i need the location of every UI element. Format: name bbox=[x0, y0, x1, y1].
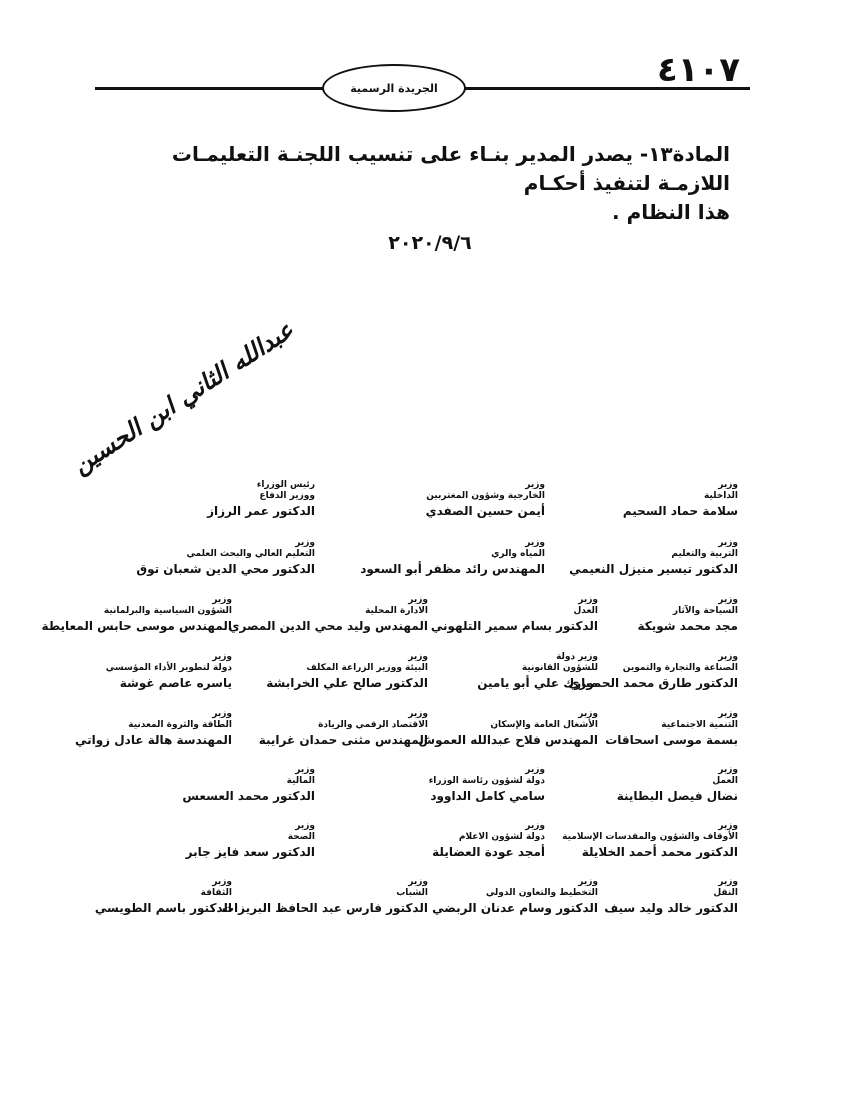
minister-name: مجد محمد شويكة bbox=[637, 619, 738, 633]
minister-block bbox=[182, 765, 315, 805]
minister-name: بسمة موسى اسحاقات bbox=[605, 733, 738, 747]
royal-signature: عبدالله الثاني ابن الحسين bbox=[66, 314, 299, 480]
minister-name: الدكتور خالد وليد سيف bbox=[604, 901, 738, 915]
minister-portfolio: العدل bbox=[573, 606, 598, 616]
minister-title: وزير bbox=[718, 595, 738, 605]
minister-name: المهندس موسى حابس المعايطة bbox=[41, 619, 232, 633]
minister-row bbox=[0, 595, 850, 645]
minister-title: وزير bbox=[718, 652, 738, 662]
minister-portfolio: التخطيط والتعاون الدولي bbox=[485, 888, 598, 898]
minister-portfolio: العمل bbox=[712, 776, 738, 786]
minister-portfolio: الشباب bbox=[396, 888, 428, 898]
minister-name: الدكتور محي الدين شعبان توق bbox=[136, 562, 315, 576]
minister-block bbox=[228, 595, 428, 635]
article-date: ٢٠٢٠/٩/٦ bbox=[388, 232, 472, 254]
minister-name: المهندس رائد مظفر أبو السعود bbox=[360, 562, 545, 576]
minister-portfolio: دولة لتطوير الأداء المؤسسي bbox=[105, 663, 232, 673]
minister-name: الدكتور بسام سمير التلهوني bbox=[430, 619, 598, 633]
minister-name: الدكتور سعد فايز جابر bbox=[185, 845, 315, 859]
minister-title: وزير bbox=[408, 877, 428, 887]
minister-block bbox=[623, 480, 738, 520]
minister-portfolio: دولة لشؤون الاعلام bbox=[458, 832, 545, 842]
minister-block bbox=[136, 538, 315, 578]
minister-block bbox=[637, 595, 738, 635]
minister-title: وزير bbox=[212, 652, 232, 662]
minister-title: وزير bbox=[212, 595, 232, 605]
minister-block bbox=[432, 877, 598, 917]
minister-title: وزير bbox=[295, 765, 315, 775]
minister-portfolio: النقل bbox=[713, 888, 738, 898]
minister-name: الدكتور وسام عدنان الربضي bbox=[432, 901, 598, 915]
minister-title: وزير bbox=[408, 595, 428, 605]
minister-block bbox=[259, 709, 428, 749]
minister-row bbox=[0, 877, 850, 927]
minister-title: وزير دولة bbox=[556, 652, 598, 662]
minister-name: أيمن حسين الصفدي bbox=[425, 504, 545, 518]
minister-block bbox=[432, 821, 545, 861]
minister-block bbox=[429, 765, 545, 805]
article-text bbox=[100, 140, 730, 227]
minister-portfolio: التعليم العالي والبحث العلمي bbox=[186, 549, 315, 559]
minister-title: وزير bbox=[525, 821, 545, 831]
minister-portfolio: المالية bbox=[286, 776, 315, 786]
minister-name: المهندس مثنى حمدان غرايبة bbox=[258, 733, 428, 747]
minister-title: وزير bbox=[718, 709, 738, 719]
minister-portfolio: الداخلية bbox=[703, 491, 738, 501]
minister-title: وزير bbox=[578, 595, 598, 605]
minister-portfolio: للشؤون القانونية bbox=[521, 663, 598, 673]
minister-title: وزير bbox=[408, 709, 428, 719]
minister-title: وزير bbox=[578, 877, 598, 887]
minister-block bbox=[605, 709, 738, 749]
page-number: ٤١٠٧ bbox=[656, 50, 740, 90]
minister-portfolio: الاقتصاد الرقمي والريادة bbox=[318, 720, 428, 730]
minister-block bbox=[95, 877, 232, 917]
minister-portfolio: الأشغال العامة والإسكان bbox=[490, 720, 598, 730]
minister-block bbox=[569, 538, 738, 578]
minister-portfolio: دولة لشؤون رئاسة الوزراء bbox=[428, 776, 545, 786]
gazette-title: الجريدة الرسمية bbox=[350, 81, 438, 95]
minister-block bbox=[75, 709, 232, 749]
minister-portfolio: التربية والتعليم bbox=[671, 549, 738, 559]
minister-row bbox=[0, 652, 850, 702]
minister-title: وزير bbox=[408, 652, 428, 662]
minister-title: وزير bbox=[718, 538, 738, 548]
minister-block bbox=[266, 652, 428, 692]
minister-title: رئيس الوزراء bbox=[256, 480, 315, 490]
minister-portfolio: الصحة bbox=[287, 832, 315, 842]
minister-block bbox=[431, 595, 598, 635]
minister-title: وزير bbox=[212, 709, 232, 719]
minister-portfolio: المياه والري bbox=[491, 549, 545, 559]
minister-name: الدكتور محمد أحمد الخلايلة bbox=[581, 845, 738, 859]
minister-name: سامي كامل الداوود bbox=[430, 789, 545, 803]
minister-title: وزير bbox=[718, 765, 738, 775]
minister-name: سلامة حماد السحيم bbox=[622, 504, 738, 518]
minister-block bbox=[604, 877, 738, 917]
gazette-masthead bbox=[322, 64, 466, 112]
minister-portfolio: الثقافة bbox=[200, 888, 232, 898]
minister-block bbox=[360, 538, 545, 578]
minister-row bbox=[0, 709, 850, 759]
minister-title: وزير bbox=[295, 538, 315, 548]
minister-name: الدكتور صالح علي الخرابشة bbox=[266, 676, 428, 690]
article-line: المادة١٣- يصدر المدير بنـاء على تنسيب اللجنـة التعليمـات اللازمـة لتنفيذ أحكـام bbox=[171, 142, 730, 195]
minister-portfolio: الصناعة والتجارة والتموين bbox=[622, 663, 738, 673]
minister-portfolio: التنمية الاجتماعية bbox=[661, 720, 738, 730]
minister-name: نضال فيصل البطاينة bbox=[616, 789, 738, 803]
minister-portfolio: ووزير الدفاع bbox=[259, 491, 315, 501]
minister-row bbox=[0, 480, 850, 530]
minister-name: الدكتور طارق محمد الحموري bbox=[568, 676, 738, 690]
minister-name: الدكتور فارس عبد الحافظ البريزات bbox=[221, 901, 428, 915]
minister-name: المهندس فلاح عبدالله العموش bbox=[418, 733, 598, 747]
minister-block bbox=[419, 709, 598, 749]
minister-block bbox=[562, 821, 738, 861]
minister-name: الدكتور تيسير منيزل النعيمي bbox=[569, 562, 738, 576]
minister-block bbox=[222, 877, 428, 917]
minister-title: وزير bbox=[212, 877, 232, 887]
minister-name: أمجد عودة العضايلة bbox=[432, 845, 545, 859]
minister-name: الدكتور محمد العسعس bbox=[182, 789, 315, 803]
minister-name: الدكتور باسم الطويسي bbox=[94, 901, 232, 915]
minister-name: المهندسة هالة عادل زواتي bbox=[74, 733, 232, 747]
minister-portfolio: الشؤون السياسية والبرلمانية bbox=[103, 606, 232, 616]
minister-block bbox=[617, 765, 738, 805]
minister-portfolio: الخارجية وشؤون المغتربين bbox=[426, 491, 545, 501]
article-line: هذا النظام . bbox=[612, 200, 730, 224]
minister-portfolio: الادارة المحلية bbox=[365, 606, 428, 616]
minister-portfolio: الطاقة والثروة المعدنية bbox=[128, 720, 232, 730]
minister-block bbox=[426, 480, 545, 520]
minister-row bbox=[0, 765, 850, 815]
minister-block bbox=[42, 595, 232, 635]
minister-name: ياسره عاصم غوشة bbox=[119, 676, 232, 690]
minister-title: وزير bbox=[525, 765, 545, 775]
minister-block bbox=[477, 652, 598, 692]
minister-title: وزير bbox=[718, 821, 738, 831]
minister-block bbox=[207, 480, 315, 520]
minister-title: وزير bbox=[718, 877, 738, 887]
minister-block bbox=[106, 652, 232, 692]
minister-portfolio: البيئة ووزير الزراعة المكلف bbox=[306, 663, 428, 673]
minister-name: مبارك علي أبو يامين bbox=[477, 676, 598, 690]
minister-block bbox=[186, 821, 315, 861]
minister-title: وزير bbox=[578, 709, 598, 719]
minister-title: وزير bbox=[525, 480, 545, 490]
minister-name: المهندس وليد محي الدين المصري bbox=[228, 619, 428, 633]
minister-row bbox=[0, 821, 850, 871]
minister-row bbox=[0, 538, 850, 588]
minister-title: وزير bbox=[718, 480, 738, 490]
minister-name: الدكتور عمر الرزاز bbox=[207, 504, 315, 518]
minister-portfolio: السياحة والآثار bbox=[672, 606, 738, 616]
minister-title: وزير bbox=[295, 821, 315, 831]
minister-title: وزير bbox=[525, 538, 545, 548]
minister-portfolio: الأوقاف والشؤون والمقدسات الإسلامية bbox=[562, 832, 738, 842]
